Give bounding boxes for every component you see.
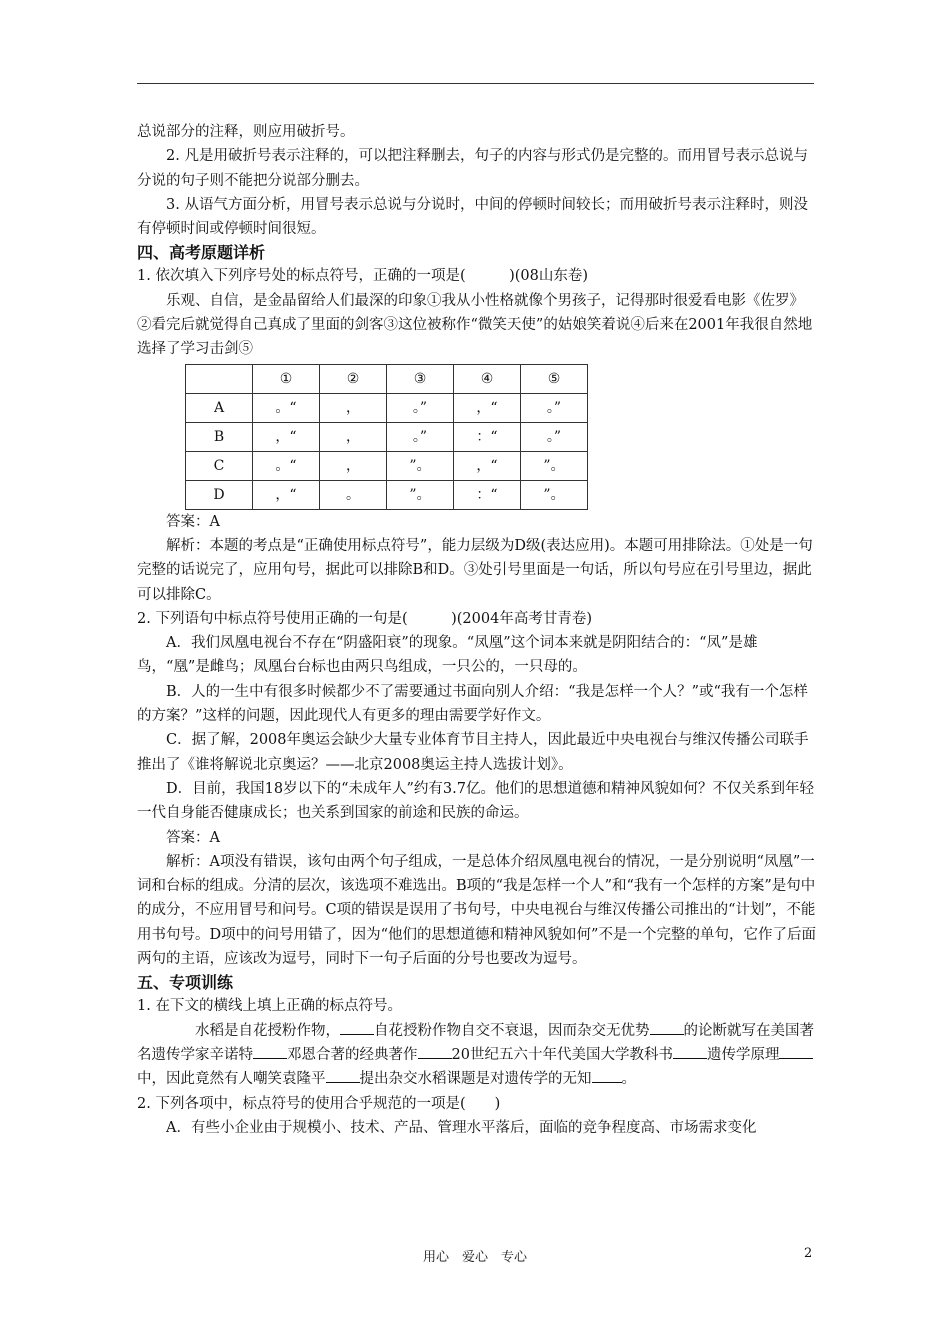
question-stem: 1. 依次填入下列序号处的标点符号，正确的一项是( )(08山东卷): [137, 268, 589, 285]
passage-segment: 。: [621, 1071, 636, 1088]
header-rule: [137, 83, 814, 84]
table-cell: 。”: [387, 422, 454, 451]
blank-field[interactable]: [650, 1020, 684, 1035]
passage-segment: 自花授粉作物自交不衰退，因而杂交无优势: [374, 1022, 650, 1039]
answer: 答案：A: [166, 829, 220, 846]
table-cell: C: [186, 451, 253, 480]
passage-segment: 20世纪五六十年代美国大学教科书: [451, 1046, 673, 1063]
table-cell: ：“: [454, 422, 521, 451]
text-line: 总说部分的注释，则应用破折号。: [137, 124, 355, 140]
option-a: A．有些小企业由于规模小、技术、产品、管理水平落后，面临的竞争程度高、市场需求变化: [166, 1119, 757, 1136]
table-cell: ，: [320, 422, 387, 451]
option-a: A．我们凤凰电视台不存在“阴盛阳衰”的现象。“凤凰”这个词本来就是阴阳结合的：“凤”是雄鸟，“凰”是雌鸟；凤凰台台标也由两只鸟组成，一只公的，一只母的。: [137, 635, 758, 676]
question-stem: 2. 下列语句中标点符号使用正确的一句是( )(2004年高考甘青卷): [137, 610, 592, 627]
table-row: [186, 393, 588, 422]
table-cell: 。”: [387, 393, 454, 422]
table-cell: ①: [253, 364, 320, 393]
blank-field[interactable]: [592, 1068, 622, 1083]
table-cell: 。“: [253, 451, 320, 480]
blank-field[interactable]: [779, 1044, 813, 1059]
section-heading: 四、高考原题详析: [137, 243, 266, 263]
page-content: [137, 120, 817, 1140]
passage-segment: 中，因此竟然有人嘲笑袁隆平: [137, 1071, 326, 1088]
table-cell: ，“: [253, 480, 320, 509]
table-cell: D: [186, 480, 253, 509]
option-b: B．人的一生中有很多时候都少不了需要通过书面向别人介绍：“我是怎样一个人？”或“我有一个怎样的方案？”这样的问题，因此现代人有更多的理由需要学好作文。: [137, 683, 808, 725]
question-passage: 乐观、自信，是金晶留给人们最深的印象①我从小性格就像个男孩子，记得那时很爱看电影《佐罗》②看完后就觉得自己真成了里面的剑客③这位被称作“微笑天使”的姑娘笑着说④后来在2001年我很自然地选择了学习击剑⑤: [137, 292, 813, 358]
table-cell: ：“: [454, 480, 521, 509]
table-cell: 。”: [521, 393, 588, 422]
passage-segment: 的论断就写在美国著名遗传学家辛诺特: [137, 1022, 814, 1063]
table-cell: ，: [320, 451, 387, 480]
table-row: [186, 451, 588, 480]
option-d: D．目前，我国18岁以下的“未成年人”约有3.7亿。他们的思想道德和精神风貌如何？不仅关系到年轻一代自身能否健康成长；也关系到国家的前途和民族的命运。: [137, 780, 814, 822]
table-cell: ，“: [253, 422, 320, 451]
table-cell: ，“: [454, 393, 521, 422]
table-cell: ”。: [521, 480, 588, 509]
table-cell: 。: [320, 480, 387, 509]
table-cell: ④: [454, 364, 521, 393]
table-cell: ，: [320, 393, 387, 422]
table-cell: ”。: [387, 480, 454, 509]
passage-segment: 水稻是自花授粉作物，: [195, 1022, 340, 1039]
table-cell: [186, 364, 253, 393]
table-row: [186, 422, 588, 451]
page-number: 2: [804, 1246, 813, 1261]
table-cell: ，“: [454, 451, 521, 480]
question-stem: 1. 在下文的横线上填上正确的标点符号。: [137, 998, 402, 1015]
answer: 答案：A: [166, 513, 220, 530]
punctuation-table: [185, 364, 588, 510]
blank-field[interactable]: [340, 1020, 374, 1035]
passage-segment: 邓恩合著的经典著作: [287, 1046, 418, 1063]
blank-field[interactable]: [673, 1044, 707, 1059]
text-line: 2. 凡是用破折号表示注释的，可以把注释删去，句子的内容与形式仍是完整的。而用冒号表示总说与分说的句子则不能把分说部分删去。: [137, 148, 808, 189]
blank-field[interactable]: [326, 1068, 360, 1083]
table-cell: A: [186, 393, 253, 422]
section-heading: 五、专项训练: [137, 973, 234, 993]
analysis: 解析：A项没有错误，该句由两个句子组成，一是总体介绍凤凰电视台的情况，一是分别说明“凤凰”一词和台标的组成。分清的层次，该选项不难选出。B项的“我是怎样一个人”和“我有一个怎样的方案”是句中的成分，不应用冒号和问号。C项的错误是误用了书句号，中央电视台与维汉传播公司推出的“计划”，不能用书句号。D项中的问号用错了，因为“他们的思想道德和精神风貌如何”不是一个完整的单句，它作了后面两句的主语，应该改为逗号，同时下一句子后面的分号也要改为逗号。: [137, 853, 816, 968]
text-line: 3. 从语气方面分析，用冒号表示总说与分说时，中间的停顿时间较长；而用破折号表示注释时，则没有停顿时间或停顿时间很短。: [137, 196, 808, 238]
blank-field[interactable]: [418, 1044, 452, 1059]
question-stem: 2. 下列各项中，标点符号的使用合乎规范的一项是( ): [137, 1095, 501, 1112]
table-cell: B: [186, 422, 253, 451]
table-cell: ⑤: [521, 364, 588, 393]
analysis: 解析：本题的考点是“正确使用标点符号”，能力层级为D级(表达应用)。本题可用排除法。①处是一句完整的话说完了，应用句号，据此可以排除B和D。③处引号里面是一句话，所以句号应在引号里边，据此可以排除C。: [137, 537, 813, 603]
table-cell: ③: [387, 364, 454, 393]
option-c: C．据了解，2008年奥运会缺少大量专业体育节目主持人，因此最近中央电视台与维汉传播公司联手推出了《谁将解说北京奥运？——北京2008奥运主持人选拔计划》。: [137, 732, 809, 773]
table-header-row: [186, 364, 588, 393]
table-cell: ”。: [387, 451, 454, 480]
footer-slogan: 用心 爱心 专心: [422, 1250, 527, 1265]
blank-field[interactable]: [253, 1044, 287, 1059]
fill-passage: [137, 1019, 817, 1092]
table-cell: 。“: [253, 393, 320, 422]
table-row: [186, 480, 588, 509]
passage-segment: 提出杂交水稻课题是对遗传学的无知: [359, 1071, 592, 1088]
passage-segment: 遗传学原理: [706, 1046, 780, 1063]
table-cell: 。”: [521, 422, 588, 451]
table-cell: ”。: [521, 451, 588, 480]
table-cell: ②: [320, 364, 387, 393]
